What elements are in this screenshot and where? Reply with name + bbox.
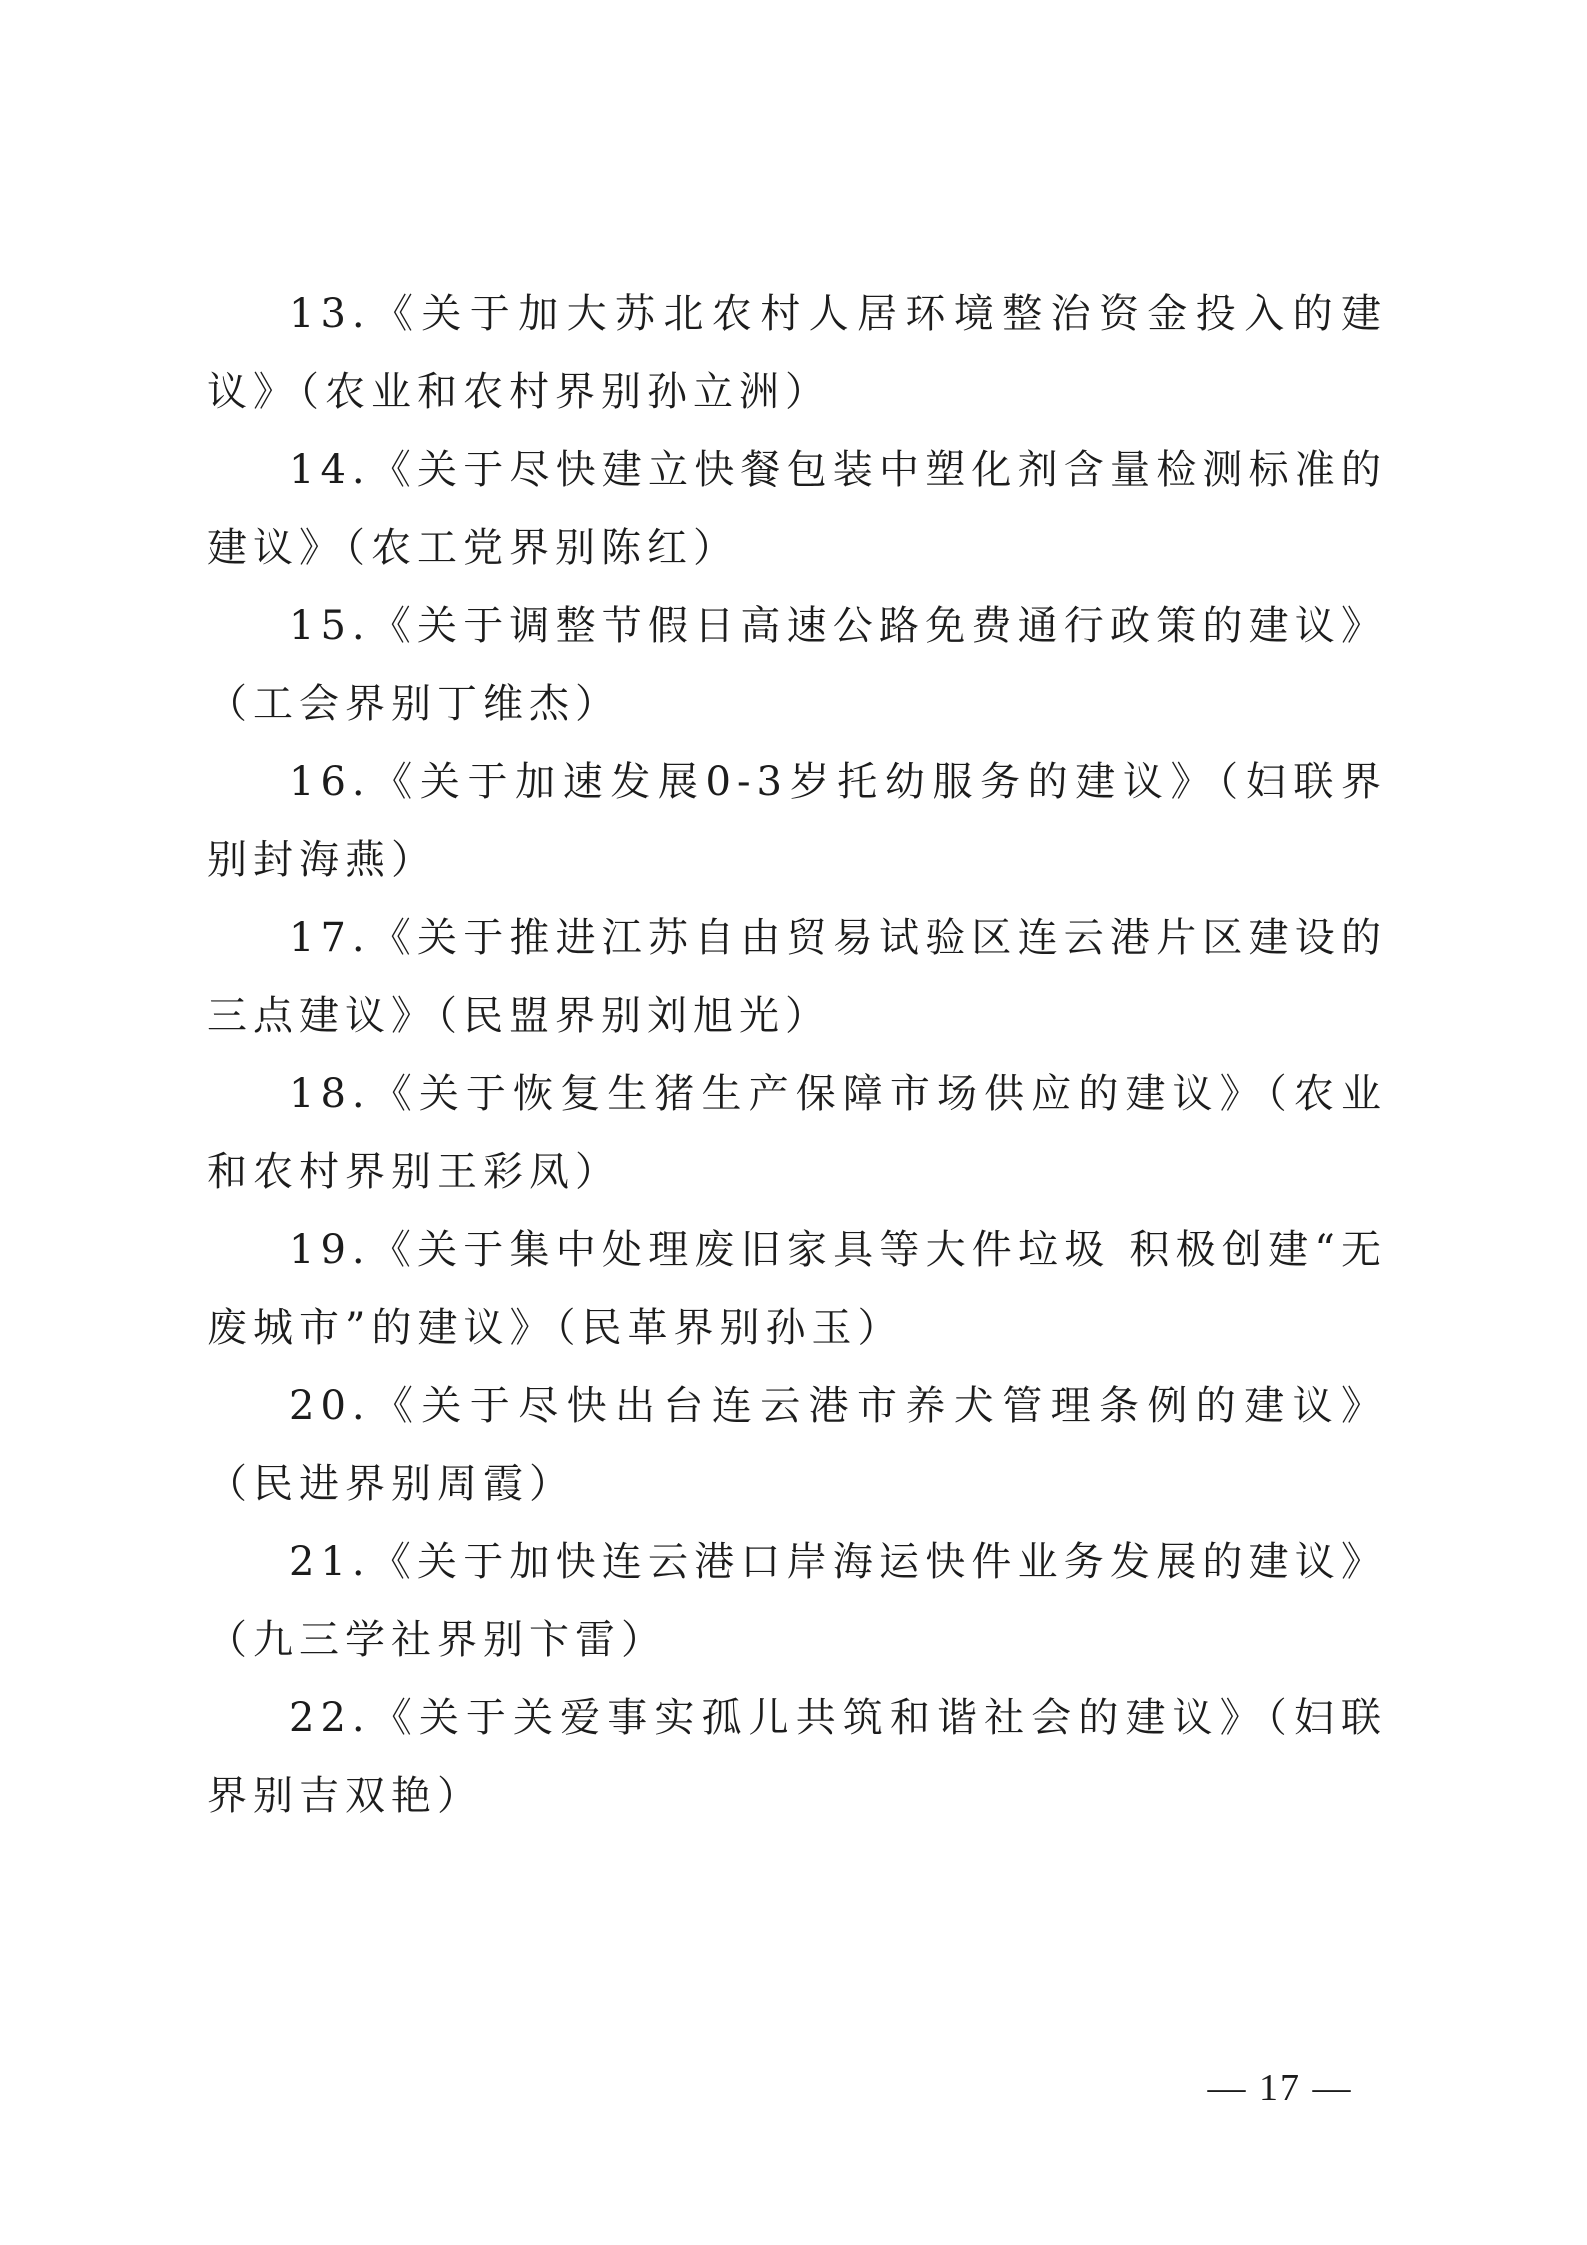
list-item: 22.《关于关爱事实孤儿共筑和谐社会的建议》（妇联界别吉双艳）	[207, 1695, 1387, 1819]
list-item: 16.《关于加速发展0-3岁托幼服务的建议》（妇联界别封海燕）	[207, 759, 1387, 883]
list-item: 21.《关于加快连云港口岸海运快件业务发展的建议》（九三学社界别卞雷）	[207, 1539, 1387, 1663]
list-item: 14.《关于尽快建立快餐包装中塑化剂含量检测标准的建议》（农工党界别陈红）	[207, 447, 1387, 571]
list-item: 18.《关于恢复生猪生产保障市场供应的建议》（农业和农村界别王彩凤）	[207, 1071, 1387, 1195]
list-item: 17.《关于推进江苏自由贸易试验区连云港片区建设的三点建议》（民盟界别刘旭光）	[207, 915, 1387, 1039]
proposal-list	[207, 275, 1387, 1835]
list-item: 20.《关于尽快出台连云港市养犬管理条例的建议》（民进界别周霞）	[207, 1383, 1387, 1507]
page-number: — 17 —	[1207, 2067, 1353, 2109]
list-item: 15.《关于调整节假日高速公路免费通行政策的建议》（工会界别丁维杰）	[207, 603, 1387, 727]
list-item: 13.《关于加大苏北农村人居环境整治资金投入的建议》（农业和农村界别孙立洲）	[207, 291, 1387, 415]
list-item: 19.《关于集中处理废旧家具等大件垃圾 积极创建“无废城市”的建议》（民革界别孙玉）	[207, 1227, 1387, 1351]
